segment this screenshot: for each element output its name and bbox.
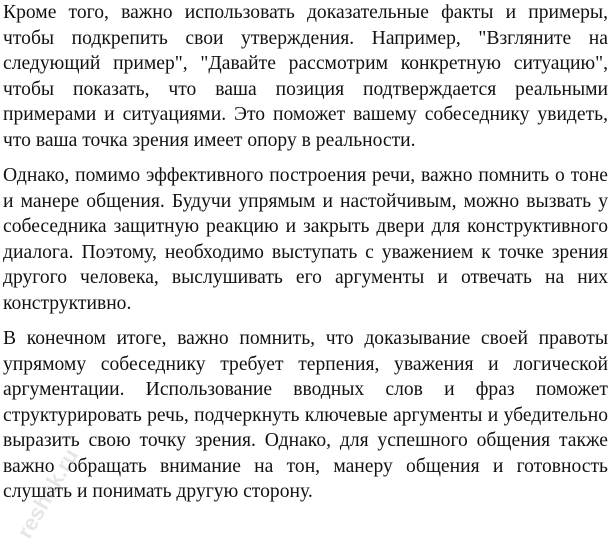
watermark-text: reshak.ru	[12, 444, 84, 543]
paragraph-1: Кроме того, важно использовать доказательные факты и примеры, чтобы подкрепить свои утверждения. Например, "Взгляните на следующий пример", "Давайте рассмотрим конкретную ситуацию", чтобы показать, что ваша позиция подтверждается реальными примерами и ситуациями. Это поможет вашему собеседнику увидеть, что ваша точка зрения имеет опору в реальности.	[3, 2, 608, 151]
paragraph-3: В конечном итоге, важно помнить, что доказывание своей правоты упрямому собеседнику требует терпения, уважения и логической аргументации. Использование вводных слов и фраз поможет структурировать речь, подчеркнуть ключевые аргументы и убедительно выразить свою точку зрения. Однако, для успешного общения также важно обращать внимание на тон, манеру общения и готовность слушать и понимать другую сторону.	[3, 328, 608, 502]
paragraph-2: Однако, помимо эффективного построения речи, важно помнить о тоне и манере общения. Будучи упрямым и настойчивым, можно вызвать у собеседника защитную реакцию и закрыть двери для конструктивного диалога. Поэтому, необходимо выступать с уважением к точке зрения другого человека, выслушивать его аргументы и отвечать на них конструктивно.	[3, 165, 608, 314]
